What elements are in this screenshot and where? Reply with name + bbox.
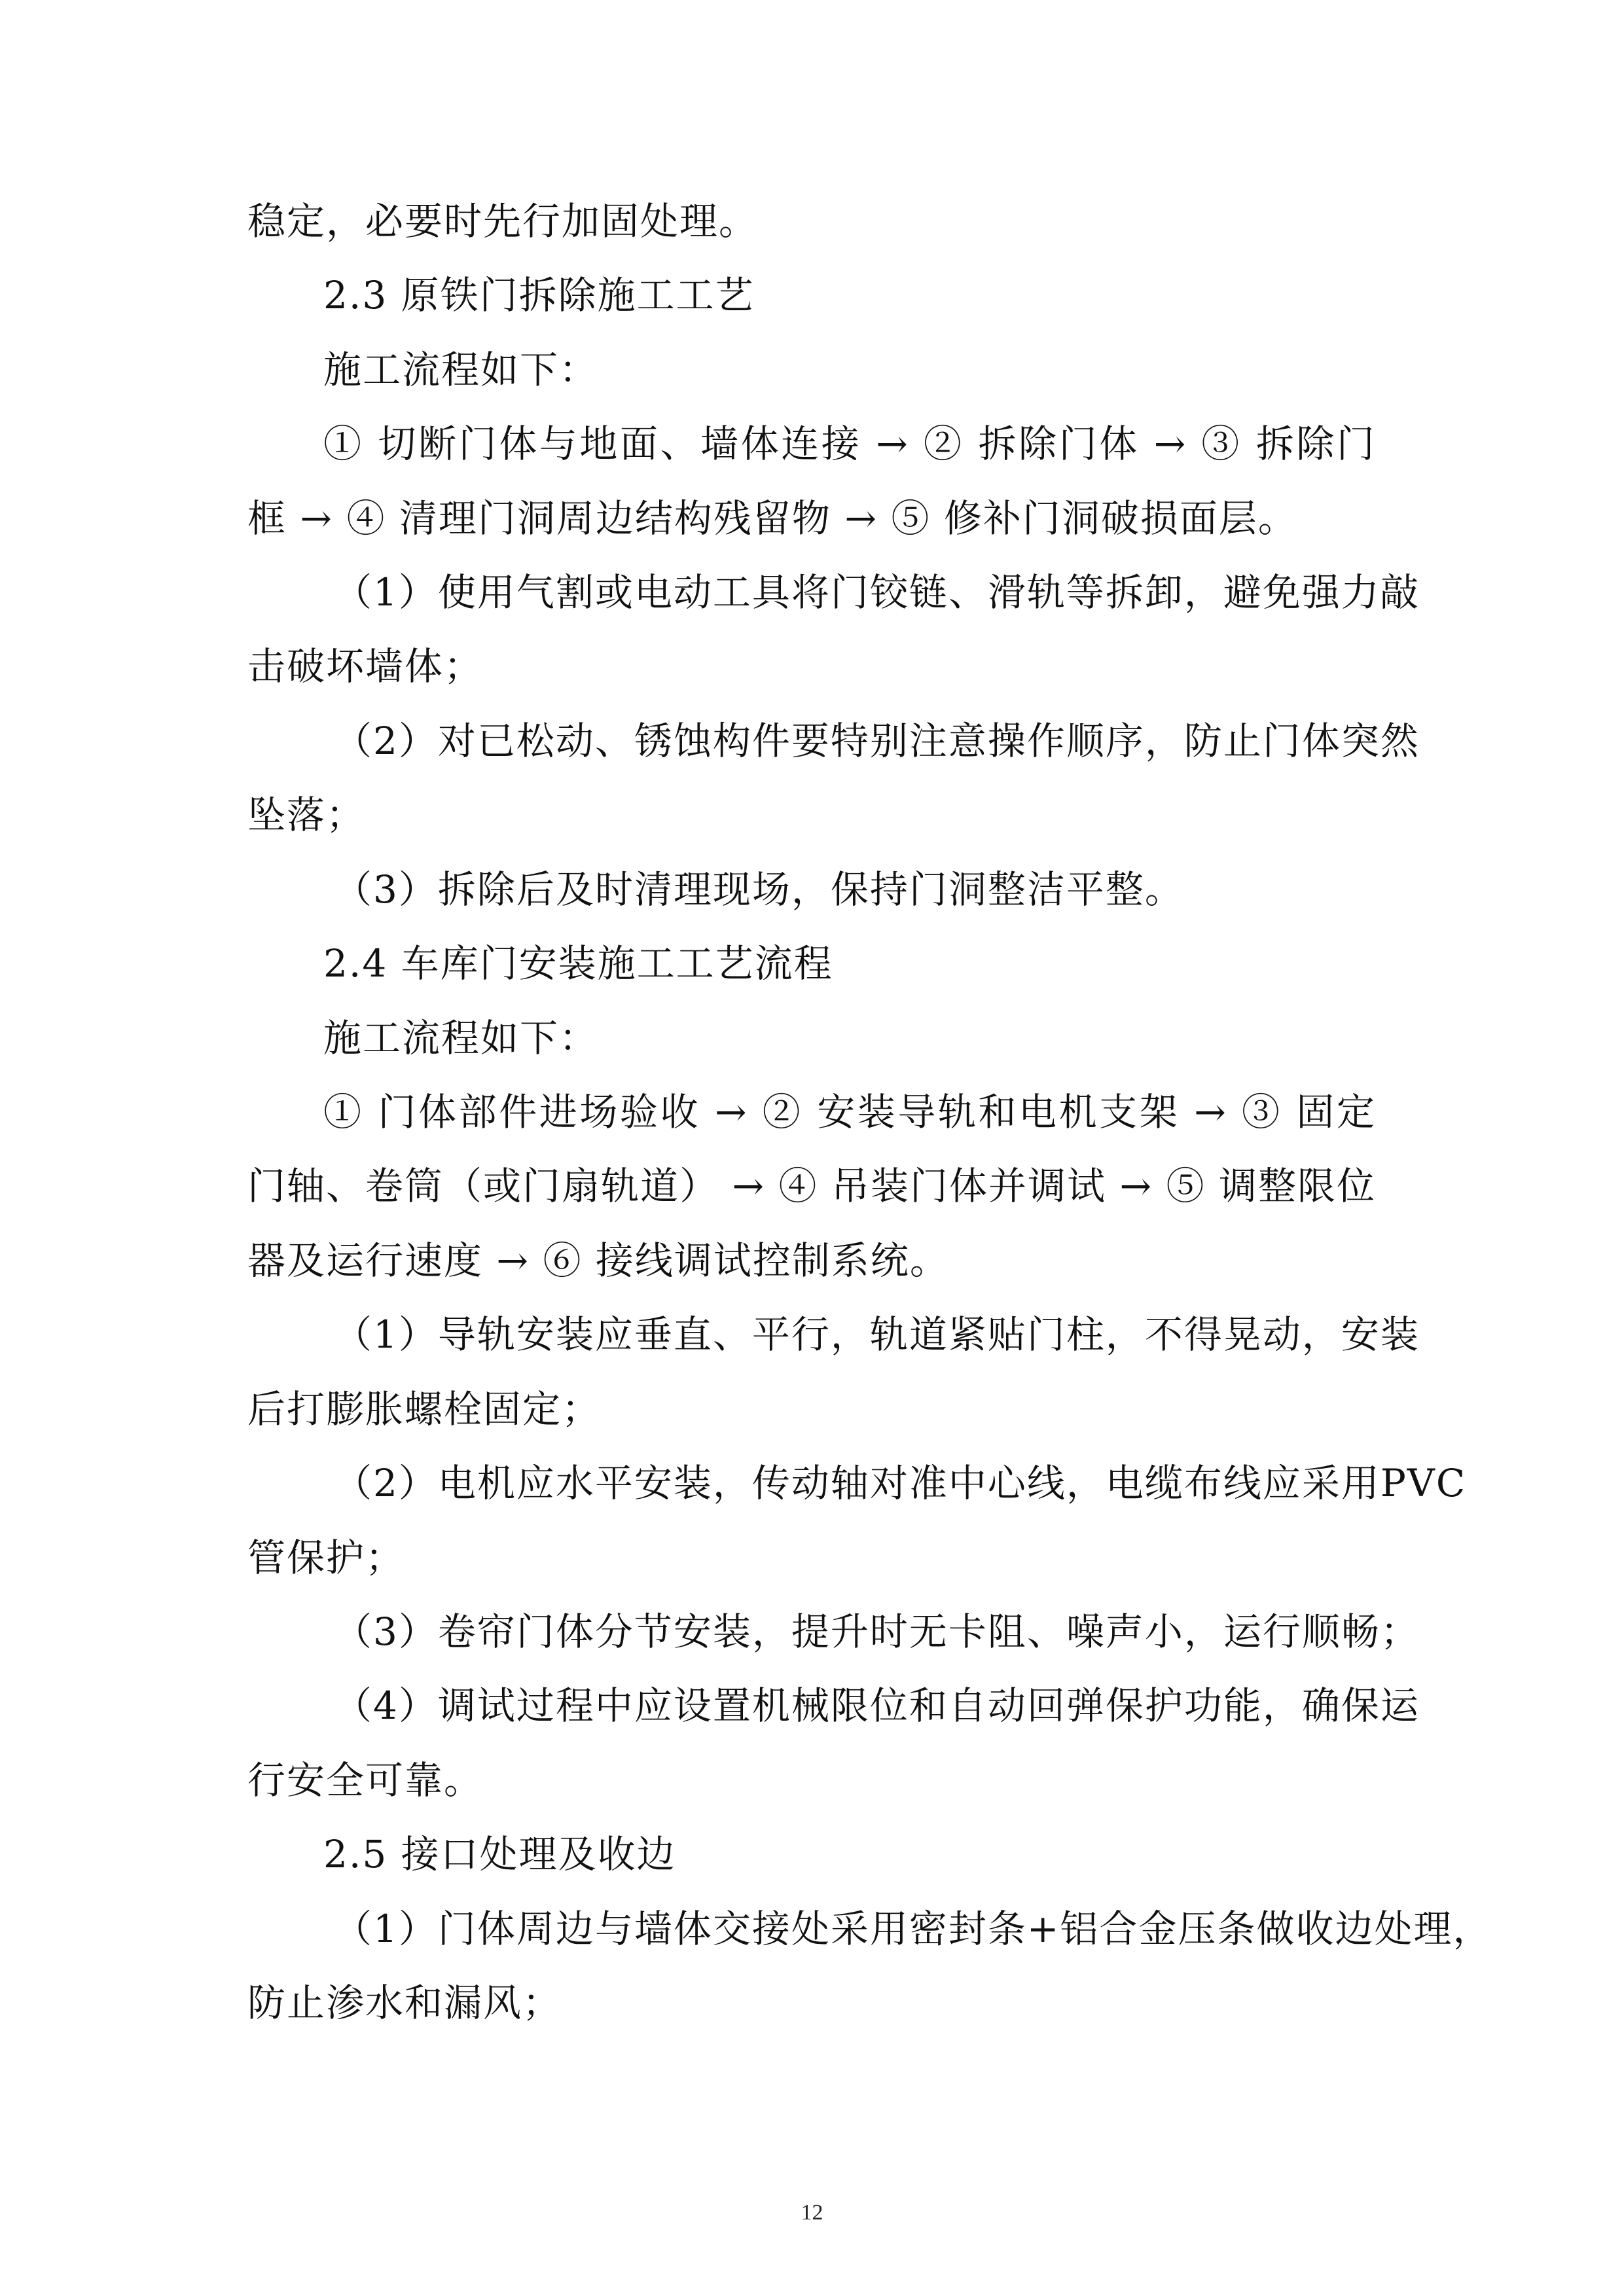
list-item-line: 防止渗水和漏风； <box>247 1981 562 2025</box>
page-number: 12 <box>801 2200 823 2225</box>
section-heading-2-4: 2.4 车库门安装施工工艺流程 <box>323 941 833 986</box>
paragraph-line: 稳定，必要时先行加固处理。 <box>247 199 759 243</box>
list-item-line: 行安全可靠。 <box>247 1758 484 1803</box>
list-item-line: （3）拆除后及时清理现场，保持门洞整洁平整。 <box>334 867 1184 912</box>
list-item-line: 后打膨胀螺栓固定； <box>247 1387 602 1431</box>
list-item-line: （1）使用气割或电动工具将门铰链、滑轨等拆卸，避免强力敲 <box>334 570 1420 615</box>
list-item-line: （1）门体周边与墙体交接处采用密封条+铝合金压条做收边处理， <box>334 1907 1492 1951</box>
flow-step-line: ① 门体部件进场验收 → ② 安装导轨和电机支架 → ③ 固定 <box>323 1090 1376 1134</box>
section-heading-2-5: 2.5 接口处理及收边 <box>323 1832 676 1876</box>
section-heading-2-3: 2.3 原铁门拆除施工工艺 <box>323 273 755 317</box>
list-item-line: 管保护； <box>247 1535 405 1580</box>
list-item-line: 坠落； <box>247 793 366 837</box>
list-item-line: （1）导轨安装应垂直、平行，轨道紧贴门柱，不得晃动，安装 <box>334 1312 1420 1357</box>
paragraph-line: 施工流程如下： <box>323 1016 599 1060</box>
flow-step-line: 门轴、卷筒（或门扇轨道） → ④ 吊装门体并调试 → ⑤ 调整限位 <box>247 1164 1376 1208</box>
list-item-line: 击破坏墙体； <box>247 644 484 689</box>
list-item-line: （2）对已松动、锈蚀构件要特别注意操作顺序，防止门体突然 <box>334 719 1420 763</box>
paragraph-line: 施工流程如下： <box>323 348 599 392</box>
list-item-line: （2）电机应水平安装，传动轴对准中心线，电缆布线应采用PVC <box>334 1461 1467 1505</box>
flow-step-line: 器及运行速度 → ⑥ 接线调试控制系统。 <box>247 1238 949 1283</box>
list-item-line: （3）卷帘门体分节安装，提升时无卡阻、噪声小，运行顺畅； <box>334 1609 1420 1654</box>
list-item-line: （4）调试过程中应设置机械限位和自动回弹保护功能，确保运 <box>334 1683 1420 1728</box>
flow-step-line: 框 → ④ 清理门洞周边结构残留物 → ⑤ 修补门洞破损面层。 <box>247 496 1297 541</box>
flow-step-line: ① 切断门体与地面、墙体连接 → ② 拆除门体 → ③ 拆除门 <box>323 422 1376 466</box>
